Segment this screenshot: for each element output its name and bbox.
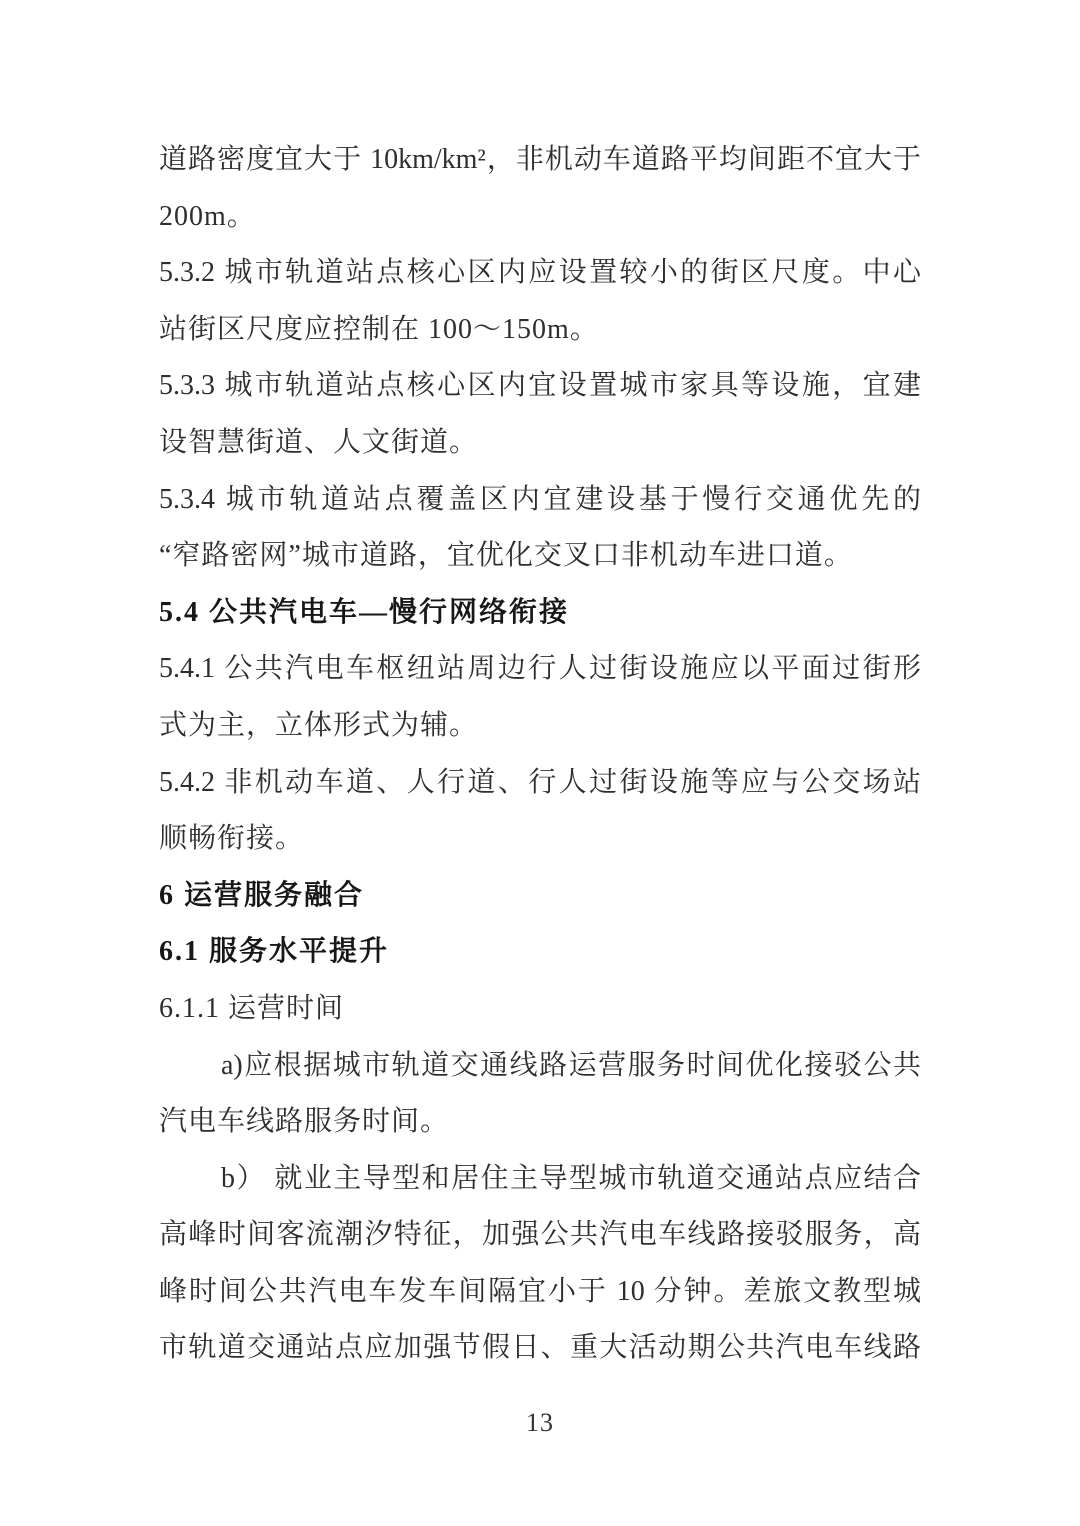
text-line: 5.4.1 公共汽电车枢纽站周边行人过街设施应以平面过街形 — [159, 653, 921, 685]
text-line: 6 运营服务融合 — [159, 879, 365, 911]
text-line: 5.4.2 非机动车道、人行道、行人过街设施等应与公交场站 — [159, 766, 921, 798]
text-line: 5.3.4 城市轨道站点覆盖区内宜建设基于慢行交通优先的 — [159, 483, 921, 515]
text-line: 峰时间公共汽电车发车间隔宜小于 10 分钟。差旅文教型城 — [159, 1275, 921, 1307]
text-line: 顺畅衔接。 — [159, 823, 305, 855]
text-line: 6.1 服务水平提升 — [159, 936, 390, 968]
document-text — [159, 132, 921, 1377]
text-line: 高峰时间客流潮汐特征，加强公共汽电车线路接驳服务，高 — [159, 1219, 921, 1251]
text-line: 6.1.1 运营时间 — [159, 992, 345, 1024]
text-line: 200m。 — [159, 200, 256, 232]
text-line: 式为主，立体形式为辅。 — [159, 709, 479, 741]
text-line: b） 就业主导型和居住主导型城市轨道交通站点应结合 — [221, 1162, 921, 1194]
text-line: a)应根据城市轨道交通线路运营服务时间优化接驳公共 — [221, 1049, 921, 1081]
text-line: 5.3.3 城市轨道站点核心区内宜设置城市家具等设施，宜建 — [159, 370, 921, 402]
text-line: 5.4 公共汽电车—慢行网络衔接 — [159, 596, 570, 628]
text-line: 汽电车线路服务时间。 — [159, 1106, 450, 1138]
text-line: 设智慧街道、人文街道。 — [159, 426, 479, 458]
text-line: “窄路密网”城市道路，宜优化交叉口非机动车进口道。 — [159, 540, 853, 572]
text-line: 站街区尺度应控制在 100～150m。 — [159, 313, 599, 345]
page-number: 13 — [526, 1408, 554, 1437]
text-line: 5.3.2 城市轨道站点核心区内应设置较小的街区尺度。中心 — [159, 257, 921, 289]
text-line: 道路密度宜大于 10km/km²，非机动车道路平均间距不宜大于 — [159, 144, 921, 175]
text-line: 市轨道交通站点应加强节假日、重大活动期公共汽电车线路 — [159, 1332, 921, 1364]
